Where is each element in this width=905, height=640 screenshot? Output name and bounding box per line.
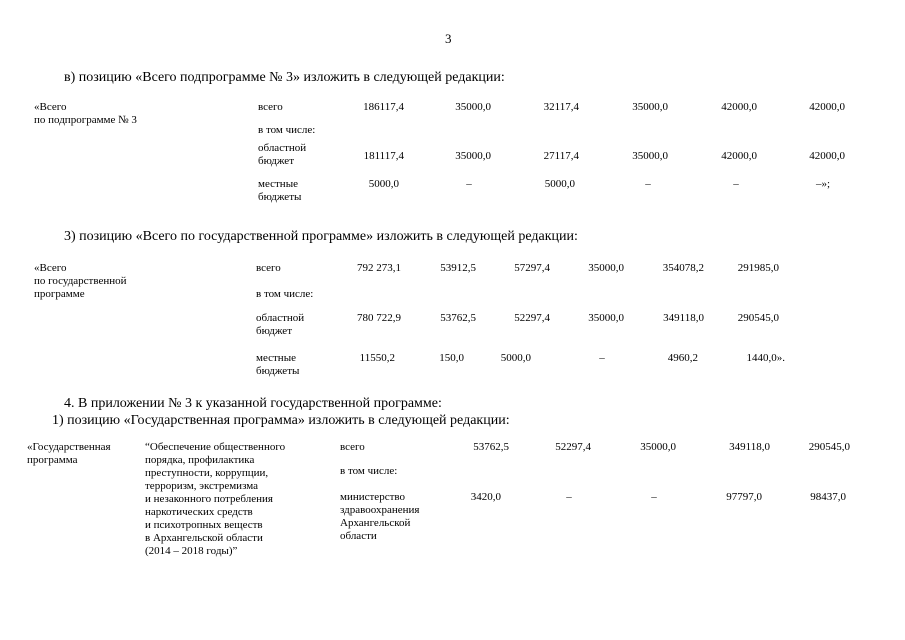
program-name: “Обеспечение общественного порядка, профилактика преступности, коррупции, терроризм, экстремизма и незаконного потребления наркотических средств и психотропных веществ в Архангельской области (2014 – 2018 годы)” xyxy=(145,441,286,557)
section-3-cell: 792 273,1 xyxy=(357,262,401,274)
section-v-cell: 5000,0 xyxy=(544,178,575,190)
section-v-cell: 35000,0 xyxy=(455,150,491,162)
section-3-cell: 53762,5 xyxy=(440,312,476,324)
section-4-cell: 98437,0 xyxy=(810,491,846,503)
section-3-row-name: в том числе: xyxy=(256,288,314,300)
section-4-row-name: всего xyxy=(340,441,365,453)
section-4-cell: 3420,0 xyxy=(470,491,501,503)
section-3-row-name: всего xyxy=(256,262,281,274)
section-3-cell: 35000,0 xyxy=(588,312,624,324)
section-3-cell: 1440,0». xyxy=(746,352,785,364)
section-4-cell: 349118,0 xyxy=(729,441,770,453)
section-3-cell: 150,0 xyxy=(439,352,464,364)
section-3-cell: 4960,2 xyxy=(667,352,698,364)
section-3-cell: 780 722,9 xyxy=(357,312,401,324)
section-4-cell: 35000,0 xyxy=(640,441,676,453)
section-3-cell: – xyxy=(599,352,605,364)
section-4-heading: 4. В приложении № 3 к указанной государственной программе: xyxy=(64,396,442,411)
section-3-cell: 57297,4 xyxy=(514,262,550,274)
section-4-label: «Государственная программа xyxy=(27,441,111,466)
section-v-cell: 35000,0 xyxy=(632,150,668,162)
section-4-subheading: 1) позицию «Государственная программа» изложить в следующей редакции: xyxy=(52,413,510,428)
section-v-cell: 35000,0 xyxy=(632,101,668,113)
section-v-heading: в) позицию «Всего подпрограмме № 3» изложить в следующей редакции: xyxy=(64,70,505,85)
section-v-cell: 5000,0 xyxy=(368,178,399,190)
section-3-cell: 11550,2 xyxy=(359,352,395,364)
page-number: 3 xyxy=(445,31,452,46)
section-v-cell: –»; xyxy=(816,178,831,190)
section-3-heading: 3) позицию «Всего по государственной программе» изложить в следующей редакции: xyxy=(64,229,578,244)
section-3-cell: 290545,0 xyxy=(737,312,779,324)
section-v-cell: – xyxy=(645,178,651,190)
section-v-row-name: областной бюджет xyxy=(258,142,307,167)
section-3-cell: 354078,2 xyxy=(662,262,704,274)
section-3-label: «Всего по государственной программе xyxy=(34,262,127,300)
section-4-cell: 290545,0 xyxy=(808,441,850,453)
section-3-cell: 5000,0 xyxy=(500,352,531,364)
section-3-cell: 349118,0 xyxy=(663,312,704,324)
section-v-cell: 186117,4 xyxy=(363,101,404,113)
section-4-cell: – xyxy=(651,491,657,503)
section-v-row-name: в том числе: xyxy=(258,124,316,136)
section-3-cell: 291985,0 xyxy=(737,262,779,274)
section-v-cell: – xyxy=(466,178,472,190)
section-4-cell: 97797,0 xyxy=(726,491,762,503)
section-v-cell: – xyxy=(733,178,739,190)
section-v-cell: 42000,0 xyxy=(809,101,845,113)
section-3-cell: 35000,0 xyxy=(588,262,624,274)
section-v-label: «Всего по подпрограмме № 3 xyxy=(34,101,137,126)
section-4-row-name: министерство здравоохранения Архангельской области xyxy=(340,491,420,542)
section-3-cell: 52297,4 xyxy=(514,312,550,324)
section-3-row-name: местные бюджеты xyxy=(256,352,300,377)
section-4-row-name: в том числе: xyxy=(340,465,398,477)
section-4-cell: – xyxy=(566,491,572,503)
section-v-cell: 42000,0 xyxy=(721,150,757,162)
section-4-cell: 52297,4 xyxy=(555,441,591,453)
section-v-row-name: местные бюджеты xyxy=(258,178,302,203)
section-v-cell: 181117,4 xyxy=(363,150,404,162)
section-3-cell: 53912,5 xyxy=(440,262,476,274)
section-v-row-name: всего xyxy=(258,101,283,113)
section-v-cell: 27117,4 xyxy=(543,150,579,162)
section-4-cell: 53762,5 xyxy=(473,441,509,453)
section-v-cell: 32117,4 xyxy=(543,101,579,113)
section-3-row-name: областной бюджет xyxy=(256,312,305,337)
section-v-cell: 42000,0 xyxy=(809,150,845,162)
section-v-cell: 35000,0 xyxy=(455,101,491,113)
section-v-cell: 42000,0 xyxy=(721,101,757,113)
